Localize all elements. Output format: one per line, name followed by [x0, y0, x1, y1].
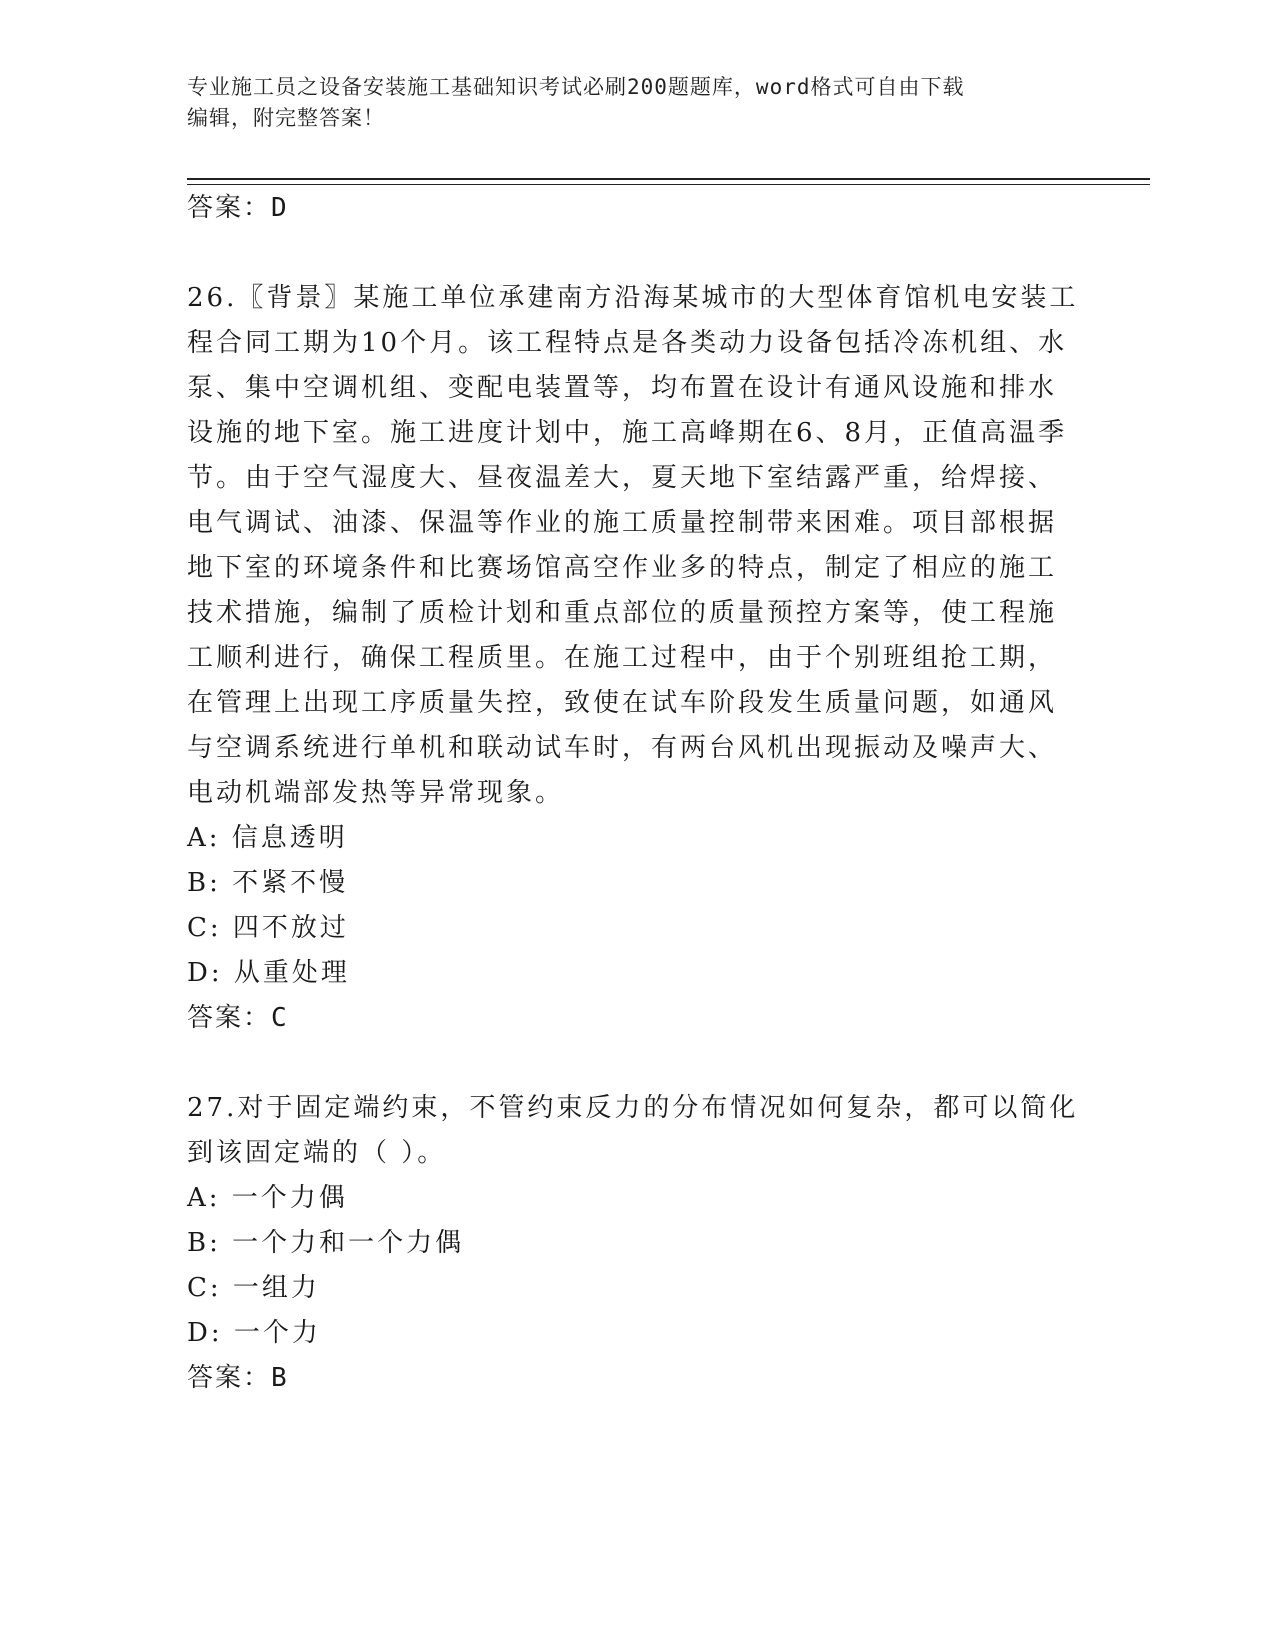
option-a: A: 信息透明: [187, 823, 348, 853]
header-rule-thick: [187, 178, 1150, 180]
previous-answer: 答案：D: [187, 193, 289, 223]
question-text-line: 泵、集中空调机组、变配电装置等，均布置在设计有通风设施和排水: [187, 373, 1058, 403]
question-text-line: 电气调试、油漆、保温等作业的施工质量控制带来困难。项目部根据: [187, 508, 1058, 538]
header-title-line-2: 编辑，附完整答案！: [187, 106, 385, 130]
question-text-line: 与空调系统进行单机和联动试车时，有两台风机出现振动及噪声大、: [187, 733, 1058, 763]
option-b: B: 不紧不慢: [187, 868, 349, 898]
question-text-line: 工顺利进行，确保工程质里。在施工过程中，由于个别班组抢工期，: [187, 643, 1058, 673]
question-text-line: 电动机端部发热等异常现象。: [187, 778, 565, 808]
question-text-line: 26.〖背景〗某施工单位承建南方沿海某城市的大型体育馆机电安装工: [187, 283, 1079, 313]
question-text-line: 设施的地下室。施工进度计划中，施工高峰期在6、8月，正值高温季: [187, 418, 1068, 448]
option-b: B: 一个力和一个力偶: [187, 1228, 465, 1258]
document-header: [187, 72, 1087, 134]
question-text-line: 地下室的环境条件和比赛场馆高空作业多的特点，制定了相应的施工: [187, 553, 1058, 583]
question-text-line: 在管理上出现工序质量失控，致使在试车阶段发生质量问题，如通风: [187, 688, 1058, 718]
option-a: A: 一个力偶: [187, 1183, 348, 1213]
option-d: D: 一个力: [187, 1318, 321, 1348]
answer: 答案：C: [187, 1003, 289, 1033]
option-c: C: 一组力: [187, 1273, 320, 1303]
question-text-line: 技术措施，编制了质检计划和重点部位的质量预控方案等，使工程施: [187, 598, 1058, 628]
header-rule-thin: [187, 184, 1150, 185]
question-text-line: 程合同工期为10个月。该工程特点是各类动力设备包括冷冻机组、水: [187, 328, 1068, 358]
question-text-line: 27.对于固定端约束，不管约束反力的分布情况如何复杂，都可以简化: [187, 1093, 1079, 1123]
question-text-line: 节。由于空气湿度大、昼夜温差大，夏天地下室结露严重，给焊接、: [187, 463, 1058, 493]
question-text-line: 到该固定端的（ ）。: [187, 1138, 447, 1168]
answer: 答案：B: [187, 1363, 289, 1393]
option-c: C: 四不放过: [187, 913, 349, 943]
header-title-line-1: 专业施工员之设备安装施工基础知识考试必刷200题题库，word格式可自由下载: [187, 75, 965, 99]
option-d: D: 从重处理: [187, 958, 350, 988]
